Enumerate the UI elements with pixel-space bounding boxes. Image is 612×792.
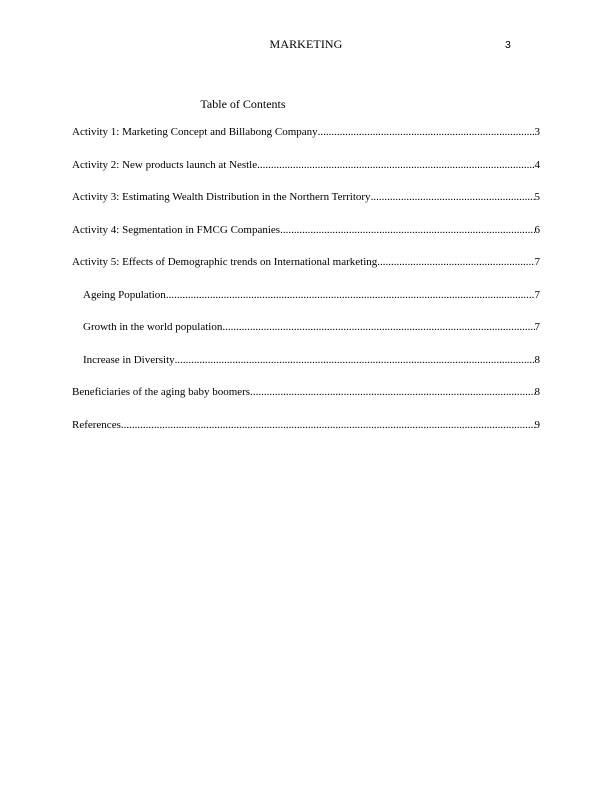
toc-entry-page: 8 (534, 386, 540, 398)
toc-entry-increase-in-diversity[interactable] (72, 353, 540, 386)
toc-entry-page: 7 (534, 288, 540, 301)
table-of-contents (72, 125, 540, 450)
toc-entry-label: Increase in Diversity (83, 353, 175, 366)
toc-entry-label: Activity 5: Effects of Demographic trends on International marketing (72, 256, 378, 268)
toc-entry-page: 6 (534, 223, 540, 236)
dot-leader (121, 418, 535, 432)
running-head-title: MARKETING (269, 37, 343, 51)
toc-entry-page: 7 (534, 256, 540, 268)
toc-entry-label: References (72, 418, 121, 431)
dot-leader (371, 190, 535, 204)
dot-leader (166, 288, 535, 302)
toc-entry-label: Activity 3: Estimating Wealth Distribution in the Northern Territory (72, 191, 371, 203)
toc-entry-page: 7 (534, 321, 540, 333)
dot-leader (250, 385, 534, 399)
toc-entry-activity-3[interactable] (72, 190, 540, 223)
toc-entry-references[interactable] (72, 418, 540, 451)
dot-leader (257, 158, 534, 172)
dot-leader (280, 223, 534, 237)
toc-entry-page: 9 (534, 418, 540, 431)
dot-leader (318, 125, 535, 139)
toc-entry-page: 8 (534, 353, 540, 366)
toc-entry-label: Activity 2: New products launch at Nestle (72, 158, 258, 171)
toc-entry-ageing-population[interactable] (72, 288, 540, 321)
toc-entry-activity-1[interactable] (72, 125, 540, 158)
dot-leader (222, 320, 534, 334)
dot-leader (377, 255, 534, 269)
toc-entry-label: Growth in the world population (83, 321, 223, 333)
dot-leader (175, 353, 535, 367)
toc-entry-label: Activity 4: Segmentation in FMCG Companies (72, 223, 281, 236)
page-number: 3 (505, 39, 511, 51)
toc-entry-activity-5[interactable] (72, 255, 540, 288)
toc-entry-activity-2[interactable] (72, 158, 540, 191)
toc-entry-label: Ageing Population (83, 288, 166, 301)
toc-entry-baby-boomers[interactable] (72, 385, 540, 418)
toc-entry-label: Beneficiaries of the aging baby boomers (72, 386, 251, 398)
toc-entry-page: 5 (534, 191, 540, 203)
toc-entry-world-population-growth[interactable] (72, 320, 540, 353)
toc-heading: Table of Contents (200, 97, 286, 111)
running-header (0, 37, 612, 53)
toc-entry-page: 4 (534, 158, 540, 171)
toc-entry-page: 3 (534, 126, 540, 138)
toc-entry-activity-4[interactable] (72, 223, 540, 256)
toc-entry-label: Activity 1: Marketing Concept and Billabong Company (72, 126, 318, 138)
